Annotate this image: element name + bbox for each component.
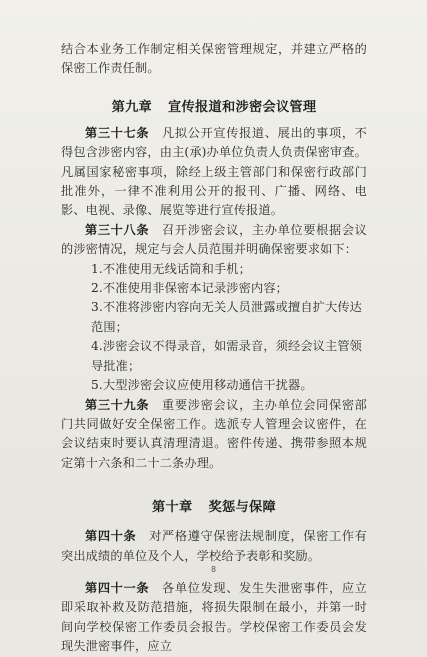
article-39-label: 第三十九条 bbox=[85, 397, 150, 412]
article-37-text: 凡拟公开宣传报道、展出的事项，不得包含涉密内容，由主(承)办单位负责人负责保密审查。凡属国家秘密事项，除经上级主管部门和保密行政部门批准外，一律不准利用公开的报刊、广播、网络、电影、电视、录像、展览等进行宣传报道。 bbox=[61, 125, 367, 218]
article-40-text: 对严格遵守保密法规制度，保密工作有突出成绩的单位及个人，学校给予表彰和奖励。 bbox=[61, 529, 367, 563]
chapter-9-number: 第九章 bbox=[111, 99, 153, 115]
page-number: 8 bbox=[210, 565, 217, 574]
article-41-label: 第四十一条 bbox=[85, 580, 150, 595]
article-38 bbox=[61, 221, 367, 260]
article-41-text: 各单位发现、发生失泄密事件，应立即采取补救及防范措施，将损失限制在最小，并第一时间向学校保密工作委员会报告。学校保密工作委员会发现失泄密事件，应立 bbox=[61, 580, 367, 654]
chapter-9-title: 宣传报道和涉密会议管理 bbox=[168, 99, 317, 115]
chapter-10-number: 第十章 bbox=[152, 500, 193, 516]
article-37-label: 第三十七条 bbox=[85, 125, 150, 140]
article-39 bbox=[61, 396, 367, 474]
chapter-10-heading bbox=[61, 496, 367, 515]
article-38-label: 第三十八条 bbox=[85, 222, 150, 237]
article-38-item-5: 5.大型涉密会议应使用移动通信干扰器。 bbox=[91, 378, 313, 393]
chapter-9-heading bbox=[61, 96, 367, 115]
article-40-label: 第四十条 bbox=[85, 529, 137, 544]
article-38-item-3: 3.不准将涉密内容向无关人员泄露或擅自扩大传达范围； bbox=[91, 300, 363, 334]
article-38-item-2: 2.不准使用非保密本记录涉密内容； bbox=[91, 281, 288, 296]
article-38-item-1: 1.不准使用无线话筒和手机； bbox=[91, 261, 251, 276]
article-38-item-4: 4.涉密会议不得录音，如需录音，须经会议主管领导批准； bbox=[91, 339, 363, 373]
article-39-text: 重要涉密会议，主办单位会同保密部门共同做好安全保密工作。选派专人管理会议密件，在会议结束时要认真清理清退。密件传递、携带参照本规定第十六条和二十二条办理。 bbox=[61, 397, 367, 470]
intro-paragraph: 结合本业务工作制定相关保密管理规定，并建立严格的保密工作责任制。 bbox=[61, 42, 367, 76]
article-40 bbox=[61, 527, 367, 566]
article-38-text: 召开涉密会议，主办单位要根据会议的涉密情况，规定与会人员范围并明确保密要求如下： bbox=[61, 222, 367, 257]
chapter-10-title: 奖惩与保障 bbox=[208, 500, 276, 516]
article-37 bbox=[61, 124, 367, 221]
article-41 bbox=[61, 579, 367, 657]
